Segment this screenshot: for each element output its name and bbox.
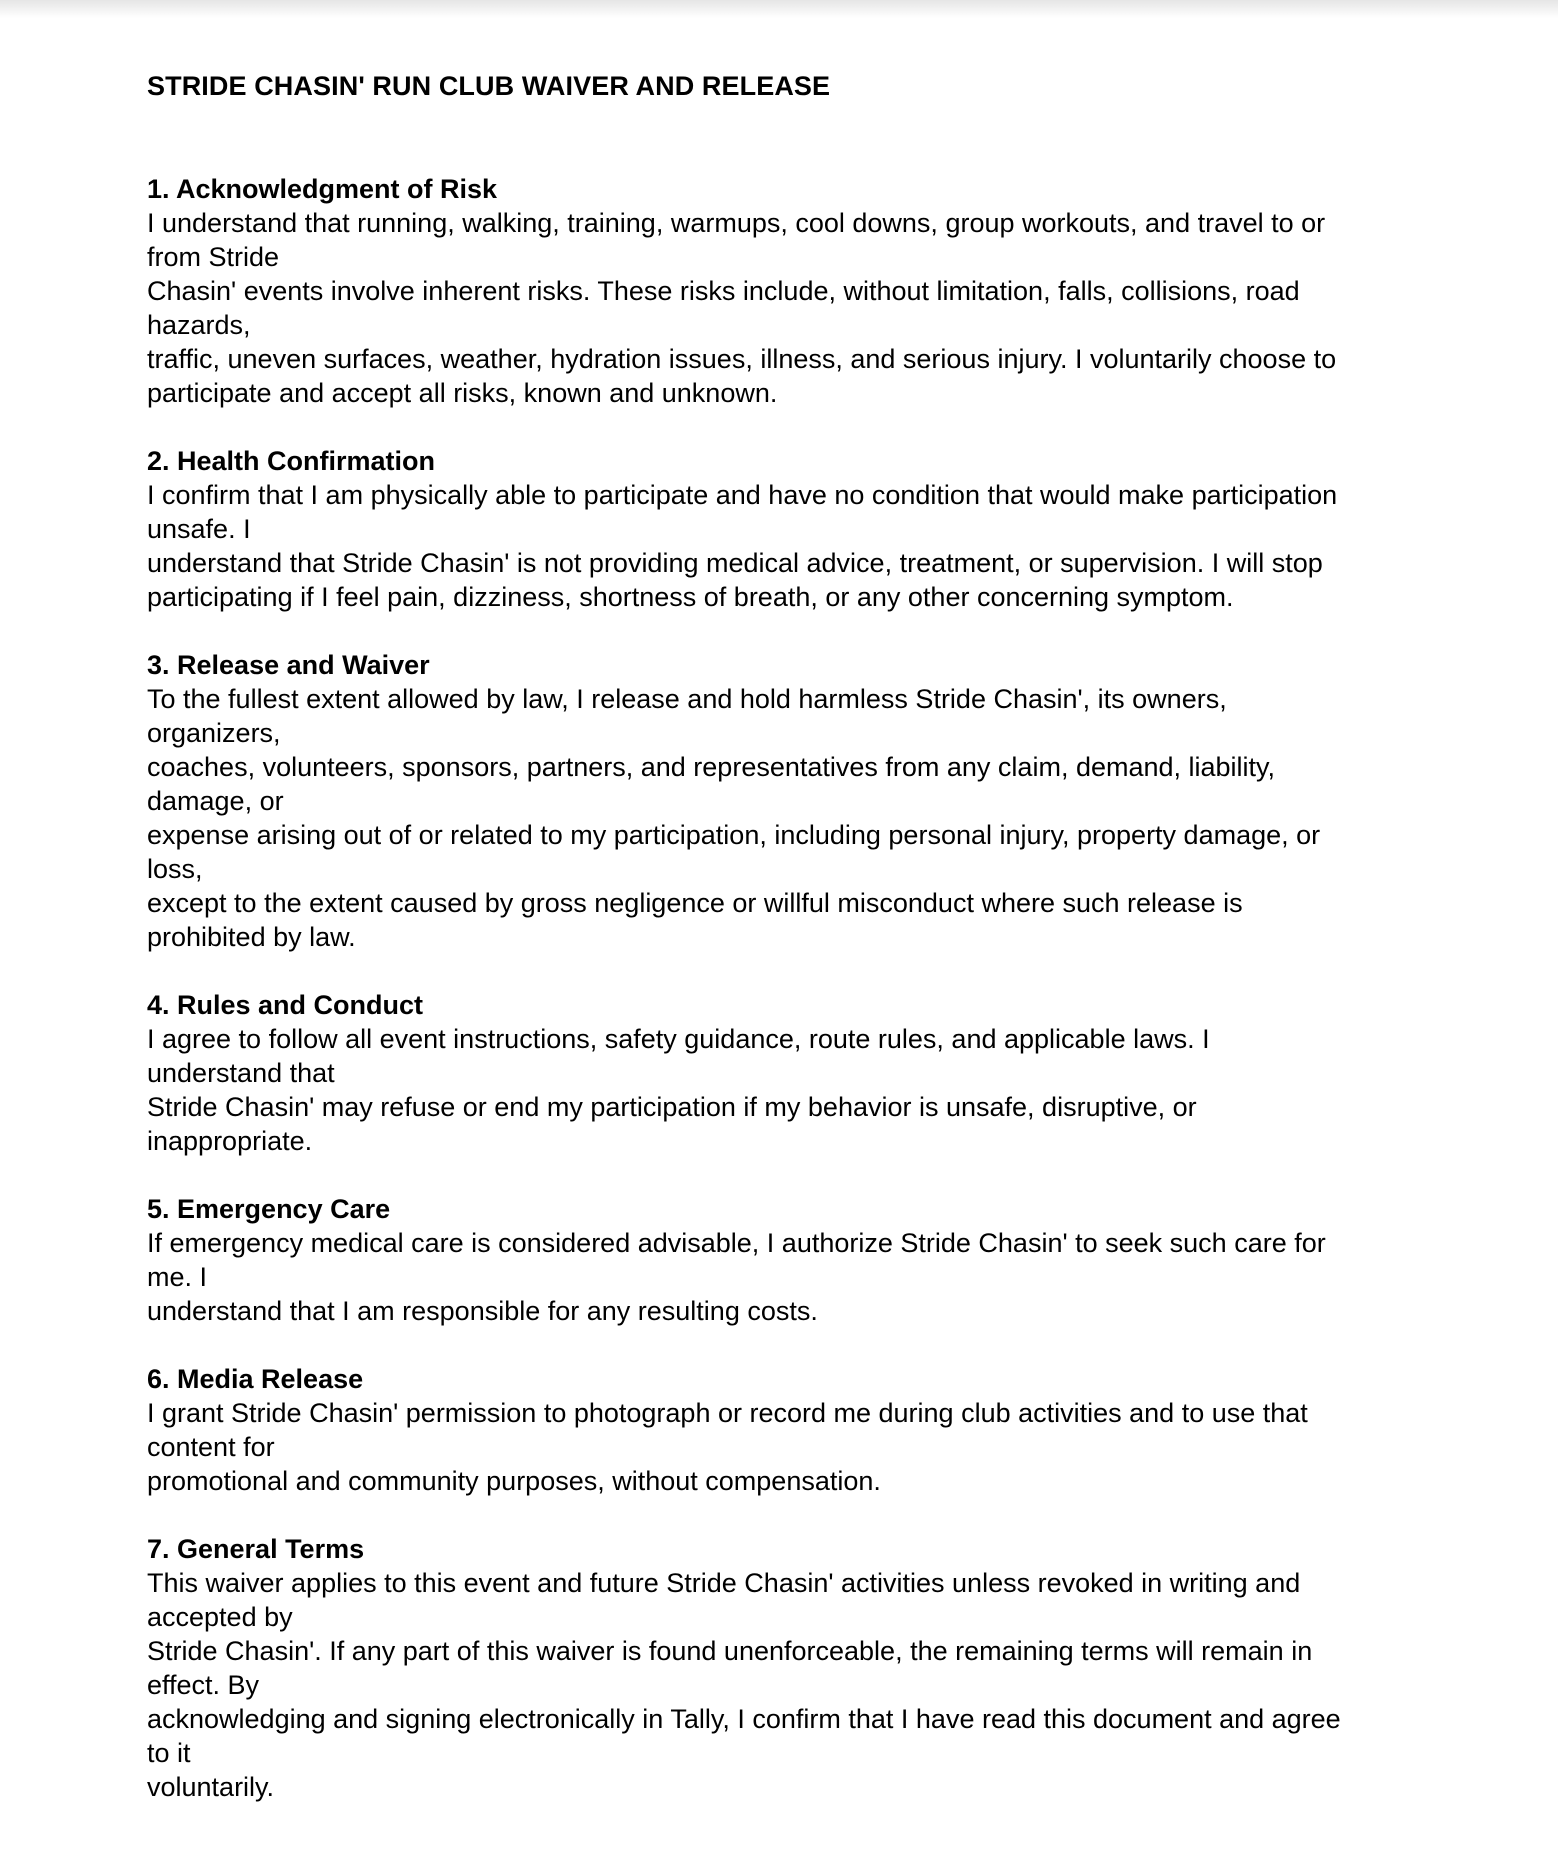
waiver-section [147, 988, 1417, 1158]
waiver-section [147, 648, 1417, 954]
sections-container [147, 172, 1417, 1804]
section-text-line: I understand that running, walking, training, warmups, cool downs, group workouts, and travel to or [147, 208, 1326, 238]
section-text-line: promotional and community purposes, without compensation. [147, 1466, 881, 1496]
section-text-line: me. I [147, 1262, 208, 1292]
section-heading: 5. Emergency Care [147, 1194, 391, 1224]
section-text-line: participate and accept all risks, known and unknown. [147, 378, 778, 408]
section-text-line: inappropriate. [147, 1126, 313, 1156]
section-heading: 7. General Terms [147, 1534, 365, 1564]
section-text-line: I confirm that I am physically able to participate and have no condition that would make participation [147, 480, 1338, 510]
waiver-section [147, 1362, 1417, 1498]
section-text-line: Stride Chasin'. If any part of this waiver is found unenforceable, the remaining terms will remain in [147, 1636, 1313, 1666]
section-heading: 3. Release and Waiver [147, 650, 430, 680]
section-text-line: acknowledging and signing electronically in Tally, I confirm that I have read this document and agree [147, 1704, 1341, 1734]
section-text-line: hazards, [147, 310, 251, 340]
waiver-section [147, 172, 1417, 410]
section-text-line: from Stride [147, 242, 280, 272]
section-text-line: loss, [147, 854, 203, 884]
section-text-line: understand that I am responsible for any resulting costs. [147, 1296, 818, 1326]
section-text-line: I agree to follow all event instructions, safety guidance, route rules, and applicable laws. I [147, 1024, 1210, 1054]
section-text-line: This waiver applies to this event and future Stride Chasin' activities unless revoked in writing and [147, 1568, 1301, 1598]
section-text-line: I grant Stride Chasin' permission to photograph or record me during club activities and to use that [147, 1398, 1308, 1428]
section-text-line: content for [147, 1432, 275, 1462]
waiver-section [147, 1532, 1417, 1804]
section-heading: 6. Media Release [147, 1364, 364, 1394]
section-text-line: Stride Chasin' may refuse or end my participation if my behavior is unsafe, disruptive, or [147, 1092, 1197, 1122]
page-top-shadow [0, 0, 1558, 18]
section-text-line: damage, or [147, 786, 284, 816]
section-text-line: understand that [147, 1058, 335, 1088]
section-text-line: organizers, [147, 718, 281, 748]
section-text-line: coaches, volunteers, sponsors, partners, and representatives from any claim, demand, liability, [147, 752, 1276, 782]
section-text-line: effect. By [147, 1670, 260, 1700]
section-text-line: expense arising out of or related to my participation, including personal injury, property damage, or [147, 820, 1321, 850]
waiver-section [147, 444, 1417, 614]
section-heading: 2. Health Confirmation [147, 446, 436, 476]
section-text-line: understand that Stride Chasin' is not providing medical advice, treatment, or supervision. I will stop [147, 548, 1323, 578]
section-text-line: voluntarily. [147, 1772, 275, 1802]
section-heading: 4. Rules and Conduct [147, 990, 424, 1020]
section-text-line: To the fullest extent allowed by law, I release and hold harmless Stride Chasin', its owners, [147, 684, 1227, 714]
section-text-line: prohibited by law. [147, 922, 356, 952]
section-text-line: except to the extent caused by gross negligence or willful misconduct where such release is [147, 888, 1243, 918]
waiver-section [147, 1192, 1417, 1328]
section-heading: 1. Acknowledgment of Risk [147, 174, 498, 204]
section-text-line: traffic, uneven surfaces, weather, hydration issues, illness, and serious injury. I voluntarily choose to [147, 344, 1337, 374]
section-text-line: accepted by [147, 1602, 293, 1632]
document-title: STRIDE CHASIN' RUN CLUB WAIVER AND RELEASE [147, 71, 831, 101]
waiver-document [147, 68, 1417, 1838]
section-text-line: Chasin' events involve inherent risks. These risks include, without limitation, falls, collisions, road [147, 276, 1300, 306]
section-text-line: to it [147, 1738, 191, 1768]
section-text-line: If emergency medical care is considered advisable, I authorize Stride Chasin' to seek such care for [147, 1228, 1326, 1258]
section-text-line: participating if I feel pain, dizziness, shortness of breath, or any other concerning symptom. [147, 582, 1234, 612]
section-text-line: unsafe. I [147, 514, 251, 544]
